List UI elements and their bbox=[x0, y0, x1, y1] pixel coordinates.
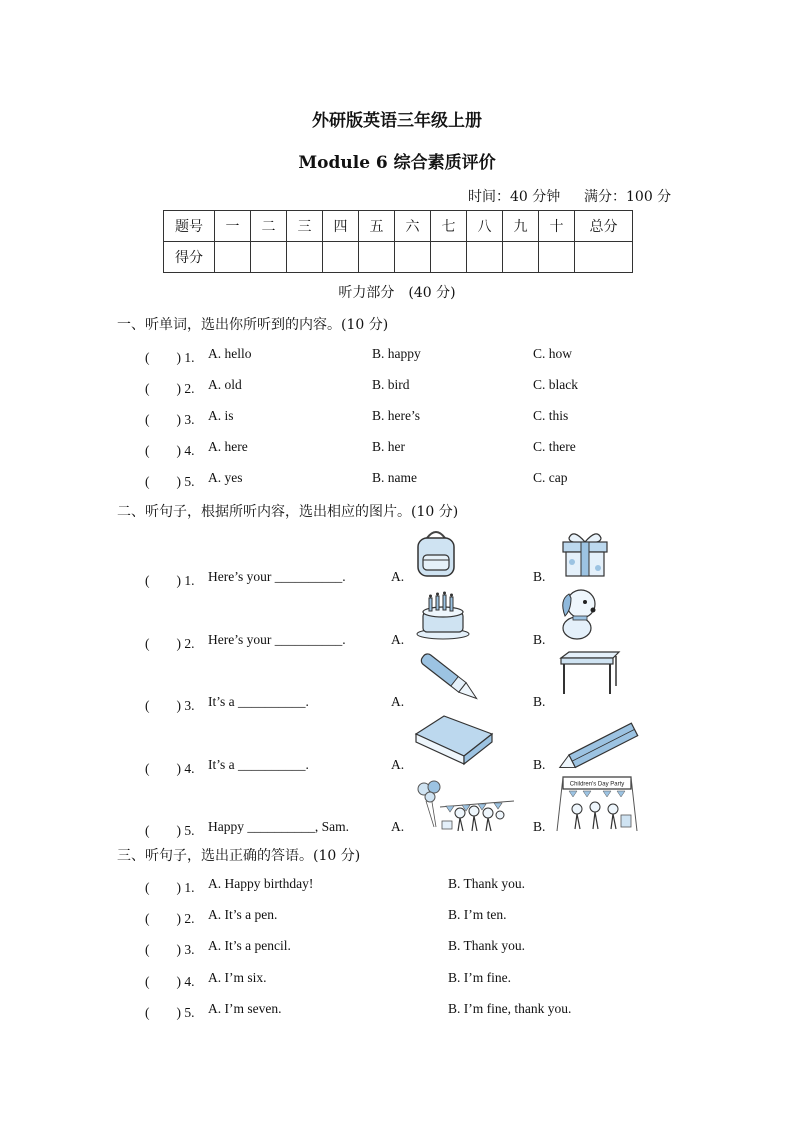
option-c: C. cap bbox=[533, 470, 568, 485]
score-label: 满分：100 分 bbox=[584, 189, 672, 205]
option-b-label: B. bbox=[533, 757, 546, 772]
option-c: C. there bbox=[533, 439, 576, 454]
question-text: Here’s your __________. bbox=[208, 569, 346, 584]
option-c: C. how bbox=[533, 346, 573, 361]
list-item bbox=[0, 1001, 794, 1025]
option-b: B. happy bbox=[372, 346, 421, 361]
table-cell: 八 bbox=[467, 211, 503, 242]
table-cell: 一 bbox=[215, 211, 251, 242]
list-item bbox=[0, 377, 794, 401]
list-item bbox=[0, 757, 794, 781]
section1-title: 一、听单词，选出你所听到的内容。(10 分) bbox=[117, 317, 389, 333]
answer-bracket[interactable]: ( ) 1. bbox=[145, 573, 195, 588]
table-cell: 十 bbox=[539, 211, 575, 242]
list-item bbox=[0, 907, 794, 931]
time-label: 时间：40 分钟 bbox=[468, 189, 561, 205]
page-title: 外研版英语三年级上册 bbox=[312, 111, 482, 131]
option-b: B. here’s bbox=[372, 408, 420, 423]
option-b: B. her bbox=[372, 439, 405, 454]
question-text: It’s a __________. bbox=[208, 757, 309, 772]
answer-bracket[interactable]: ( ) 3. bbox=[145, 942, 195, 957]
list-item bbox=[0, 876, 794, 900]
list-item bbox=[0, 439, 794, 463]
option-a: A. It’s a pencil. bbox=[208, 938, 291, 953]
list-item bbox=[0, 694, 794, 718]
table-cell: 四 bbox=[323, 211, 359, 242]
option-a-label: A. bbox=[391, 694, 405, 709]
score-input-cell[interactable] bbox=[467, 242, 503, 273]
score-input-cell[interactable] bbox=[359, 242, 395, 273]
score-input-cell[interactable] bbox=[323, 242, 359, 273]
list-item bbox=[0, 819, 794, 843]
table-cell: 总分 bbox=[575, 211, 633, 242]
page-subtitle: Module 6 综合素质评价 bbox=[298, 153, 496, 173]
option-b: B. name bbox=[372, 470, 417, 485]
score-input-cell[interactable] bbox=[575, 242, 633, 273]
table-cell: 七 bbox=[431, 211, 467, 242]
option-b-label: B. bbox=[533, 819, 546, 834]
toy-dog-icon bbox=[555, 586, 603, 642]
pencil-icon bbox=[553, 722, 643, 774]
answer-bracket[interactable]: ( ) 2. bbox=[145, 381, 195, 396]
birthday-cake-icon bbox=[415, 590, 471, 640]
table-cell: 得分 bbox=[164, 242, 215, 273]
score-input-cell[interactable] bbox=[395, 242, 431, 273]
option-a: A. is bbox=[208, 408, 234, 423]
answer-bracket[interactable]: ( ) 1. bbox=[145, 880, 195, 895]
table-cell: 二 bbox=[251, 211, 287, 242]
table-cell: 五 bbox=[359, 211, 395, 242]
answer-bracket[interactable]: ( ) 4. bbox=[145, 761, 195, 776]
table-cell: 九 bbox=[503, 211, 539, 242]
score-table-header-row bbox=[164, 211, 633, 242]
score-input-cell[interactable] bbox=[503, 242, 539, 273]
question-text: Here’s your __________. bbox=[208, 632, 346, 647]
answer-bracket[interactable]: ( ) 3. bbox=[145, 412, 195, 427]
score-input-cell[interactable] bbox=[215, 242, 251, 273]
option-a: A. It’s a pen. bbox=[208, 907, 278, 922]
option-b: B. Thank you. bbox=[448, 876, 525, 891]
score-table-score-row bbox=[164, 242, 633, 273]
option-b-label: B. bbox=[533, 694, 546, 709]
answer-bracket[interactable]: ( ) 2. bbox=[145, 911, 195, 926]
desk-icon bbox=[555, 650, 621, 696]
table-cell: 题号 bbox=[164, 211, 215, 242]
section2-title: 二、听句子，根据所听内容，选出相应的图片。(10 分) bbox=[117, 504, 459, 520]
answer-bracket[interactable]: ( ) 5. bbox=[145, 1005, 195, 1020]
score-input-cell[interactable] bbox=[539, 242, 575, 273]
score-input-cell[interactable] bbox=[251, 242, 287, 273]
option-c: C. this bbox=[533, 408, 569, 423]
option-a: A. hello bbox=[208, 346, 252, 361]
answer-bracket[interactable]: ( ) 4. bbox=[145, 974, 195, 989]
childrens-day-party-picture bbox=[555, 775, 639, 831]
answer-bracket[interactable]: ( ) 5. bbox=[145, 823, 195, 838]
score-input-cell[interactable] bbox=[287, 242, 323, 273]
option-a: A. I’m six. bbox=[208, 970, 267, 985]
gift-box-icon bbox=[555, 528, 615, 578]
option-b: B. I’m fine, thank you. bbox=[448, 1001, 572, 1016]
option-a: A. I’m seven. bbox=[208, 1001, 282, 1016]
answer-bracket[interactable]: ( ) 5. bbox=[145, 474, 195, 489]
question-text: Happy __________, Sam. bbox=[208, 819, 349, 834]
score-table bbox=[163, 210, 633, 273]
option-b: B. bird bbox=[372, 377, 410, 392]
option-a-label: A. bbox=[391, 632, 405, 647]
listening-part-heading: 听力部分 (40 分) bbox=[338, 285, 456, 301]
list-item bbox=[0, 632, 794, 656]
table-cell: 三 bbox=[287, 211, 323, 242]
answer-bracket[interactable]: ( ) 2. bbox=[145, 636, 195, 651]
list-item bbox=[0, 408, 794, 432]
option-b: B. Thank you. bbox=[448, 938, 525, 953]
list-item bbox=[0, 470, 794, 494]
list-item bbox=[0, 569, 794, 593]
option-b: B. I’m fine. bbox=[448, 970, 511, 985]
answer-bracket[interactable]: ( ) 1. bbox=[145, 350, 195, 365]
option-a: A. yes bbox=[208, 470, 243, 485]
option-a: A. here bbox=[208, 439, 248, 454]
option-b: B. I’m ten. bbox=[448, 907, 507, 922]
option-a-label: A. bbox=[391, 569, 405, 584]
book-icon bbox=[414, 712, 494, 766]
score-input-cell[interactable] bbox=[431, 242, 467, 273]
option-a: A. Happy birthday! bbox=[208, 876, 314, 891]
option-a-label: A. bbox=[391, 819, 405, 834]
section3-title: 三、听句子，选出正确的答语。(10 分) bbox=[117, 848, 361, 864]
option-b-label: B. bbox=[533, 569, 546, 584]
pen-icon bbox=[413, 648, 487, 710]
option-c: C. black bbox=[533, 377, 578, 392]
table-cell: 六 bbox=[395, 211, 431, 242]
option-b-label: B. bbox=[533, 632, 546, 647]
list-item bbox=[0, 938, 794, 962]
question-text: It’s a __________. bbox=[208, 694, 309, 709]
answer-bracket[interactable]: ( ) 4. bbox=[145, 443, 195, 458]
birthday-party-picture bbox=[414, 779, 514, 831]
answer-bracket[interactable]: ( ) 3. bbox=[145, 698, 195, 713]
schoolbag-icon bbox=[413, 528, 459, 578]
list-item bbox=[0, 970, 794, 994]
option-a-label: A. bbox=[391, 757, 405, 772]
banner-text: Children's Day Party bbox=[569, 781, 625, 788]
option-a: A. old bbox=[208, 377, 242, 392]
list-item bbox=[0, 346, 794, 370]
